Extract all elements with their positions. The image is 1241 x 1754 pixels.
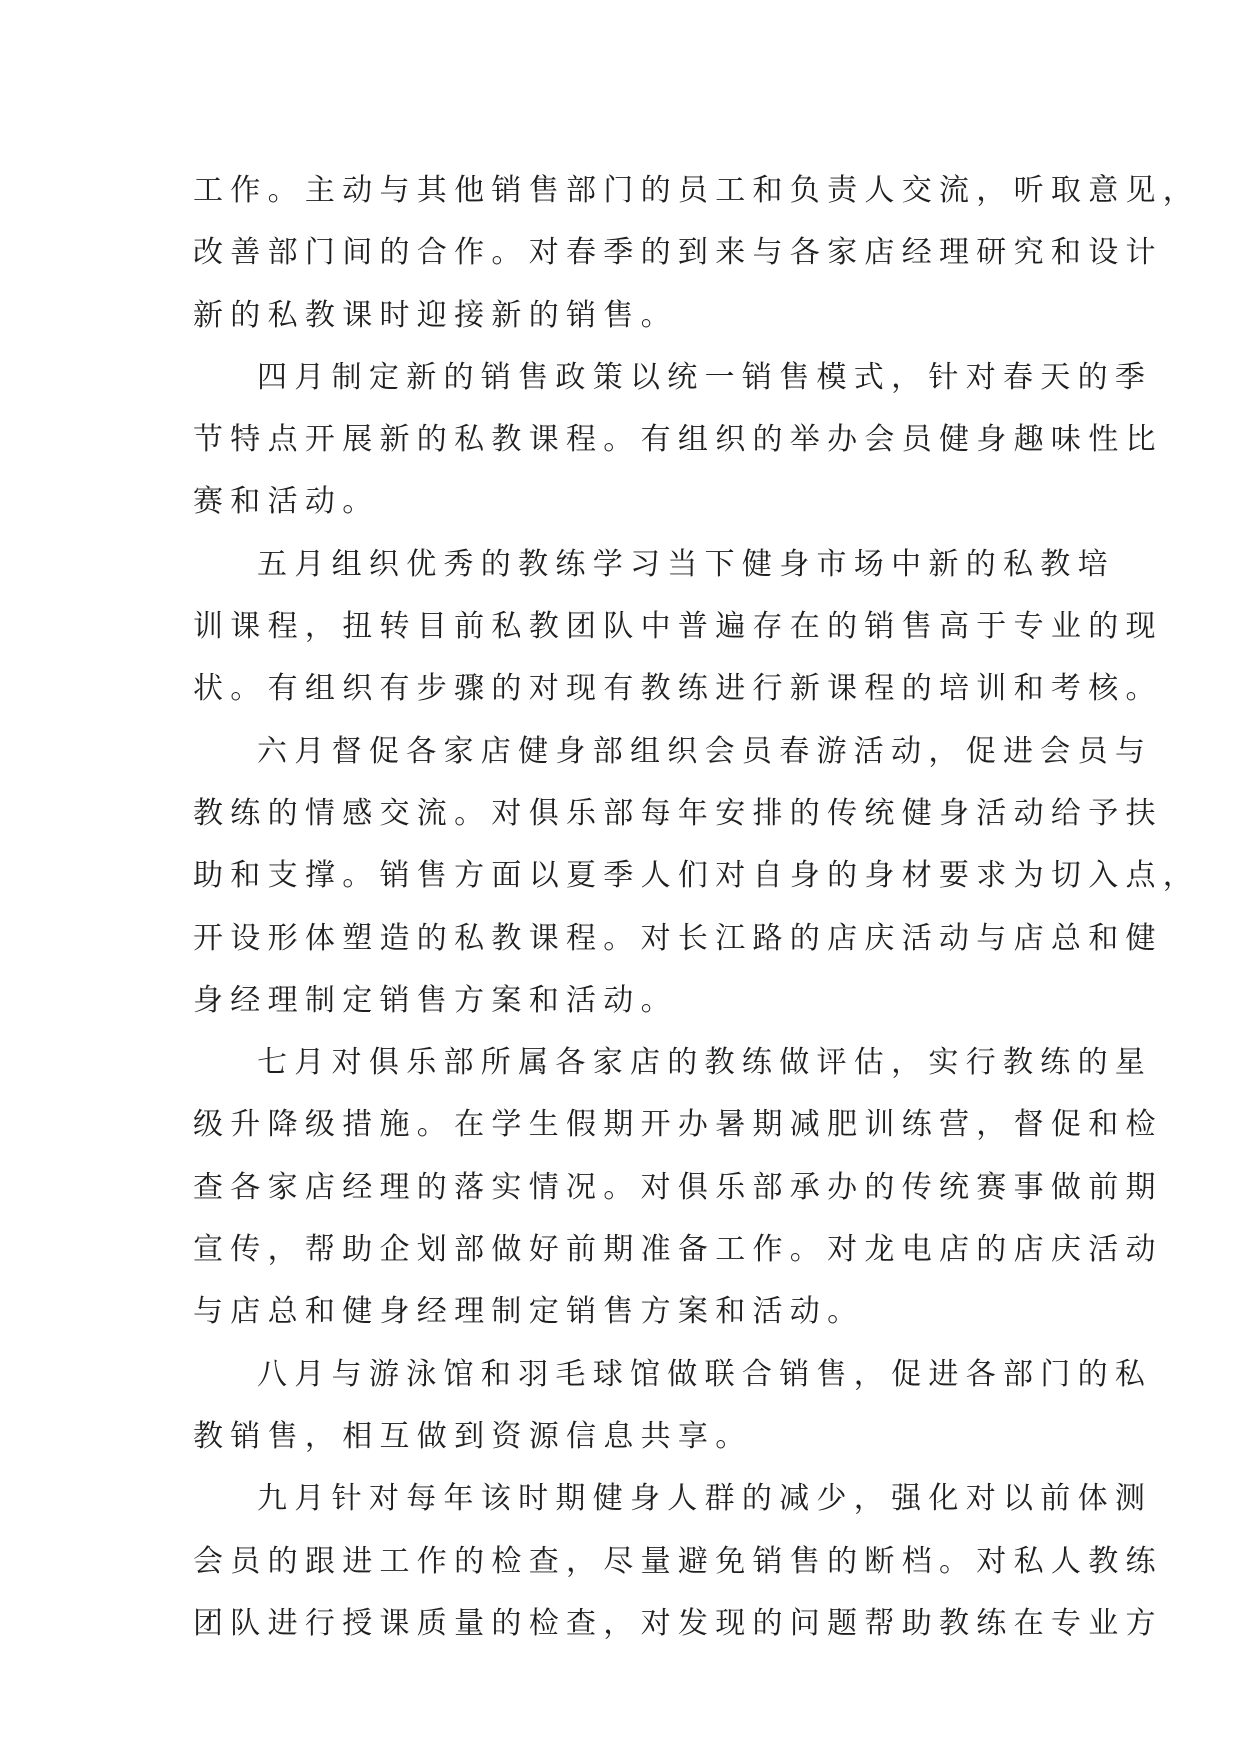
text-line: 训课程，扭转目前私教团队中普遍存在的销售高于专业的现	[193, 609, 1163, 645]
paragraph-first-line: 九月针对每年该时期健身人群的减少，强化对以前体测	[257, 1481, 1153, 1517]
paragraph-first-line: 八月与游泳馆和羽毛球馆做联合销售，促进各部门的私	[257, 1356, 1153, 1392]
text-line: 状。有组织有步骤的对现有教练进行新课程的培训和考核。	[193, 671, 1163, 707]
text-line: 查各家店经理的落实情况。对俱乐部承办的传统赛事做前期	[193, 1169, 1163, 1205]
text-line: 开设形体塑造的私教课程。对长江路的店庆活动与店总和健	[193, 920, 1163, 956]
text-line: 会员的跟进工作的检查，尽量避免销售的断档。对私人教练	[193, 1543, 1163, 1579]
text-line: 改善部门间的合作。对春季的到来与各家店经理研究和设计	[193, 235, 1163, 271]
paragraph-first-line: 五月组织优秀的教练学习当下健身市场中新的私教培	[257, 546, 1115, 582]
document-body	[193, 160, 1201, 1655]
text-line: 教练的情感交流。对俱乐部每年安排的传统健身活动给予扶	[193, 795, 1163, 831]
text-line: 节特点开展新的私教课程。有组织的举办会员健身趣味性比	[193, 422, 1163, 458]
paragraph-first-line: 六月督促各家店健身部组织会员春游活动，促进会员与	[257, 733, 1153, 769]
text-line: 级升降级措施。在学生假期开办暑期减肥训练营，督促和检	[193, 1107, 1163, 1143]
text-line: 教销售，相互做到资源信息共享。	[193, 1418, 753, 1454]
text-line: 宣传，帮助企划部做好前期准备工作。对龙电店的店庆活动	[193, 1232, 1163, 1268]
paragraph-first-line: 七月对俱乐部所属各家店的教练做评估，实行教练的星	[257, 1045, 1153, 1081]
paragraph-first-line: 四月制定新的销售政策以统一销售模式，针对春天的季	[257, 359, 1153, 395]
text-line: 团队进行授课质量的检查，对发现的问题帮助教练在专业方	[193, 1605, 1163, 1641]
text-line: 新的私教课时迎接新的销售。	[193, 297, 678, 333]
text-line: 与店总和健身经理制定销售方案和活动。	[193, 1294, 865, 1330]
text-line: 工作。主动与其他销售部门的员工和负责人交流，听取意见，	[193, 173, 1201, 208]
text-line: 身经理制定销售方案和活动。	[193, 982, 678, 1018]
text-line: 赛和活动。	[193, 484, 380, 520]
text-line: 助和支撑。销售方面以夏季人们对自身的身材要求为切入点，	[193, 858, 1201, 894]
